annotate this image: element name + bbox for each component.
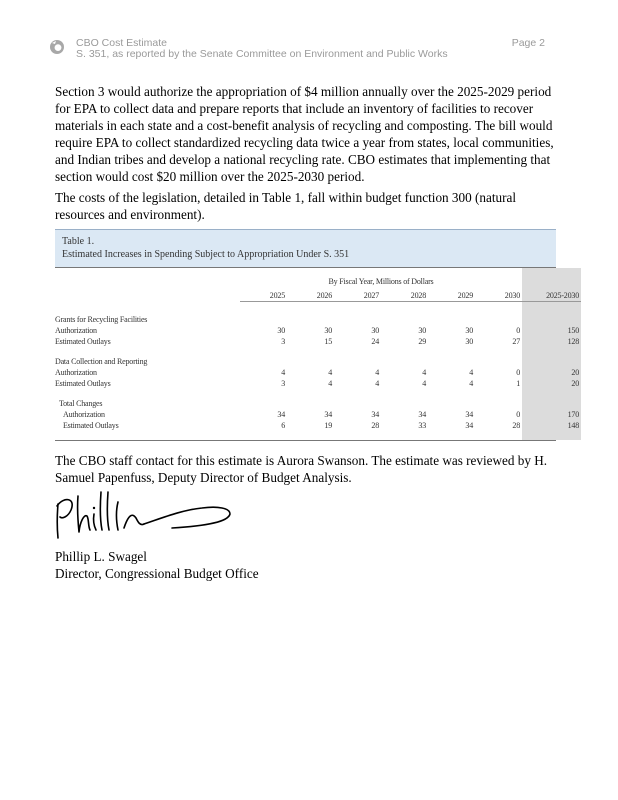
year-header: 2028 [381,290,428,302]
paragraph-section-3: Section 3 would authorize the appropriation of $4 million annually over the 2025-2029 period for EPA to collect data and prepare reports that include an inventory of facilities to recover materials in each state and a cost-benefit analysis of recycling and composting. The bill would require EPA to collect standardized recycling data twice a year from states, local communities, and Indian tribes and develop a national recycling rate. CBO estimates that implementing that section would cost $20 million over the 2025-2030 period. [55,84,554,184]
signatory-name: Phillip L. Swagel [55,549,147,564]
section-heading: Grants for Recycling Facilities [55,315,148,324]
year-header: 2027 [334,290,381,302]
section-heading-row [55,314,581,325]
year-header: 2030 [475,290,522,302]
total-year-header: 2025-2030 [522,290,581,302]
year-header: 2029 [428,290,475,302]
cost-table [55,229,579,441]
page-header [0,0,618,70]
year-header-row [55,290,581,302]
table-header [55,229,556,267]
section-heading-row [55,356,581,367]
table-label: Table 1. [62,236,95,247]
section-heading-row [55,398,581,409]
director-signature [52,488,234,544]
table-row: Authorization 4 4 4 4 4 0 20 [55,368,579,377]
table-grid [55,268,581,440]
year-header: 2025 [240,290,287,302]
table-title: Estimated Increases in Spending Subject to Appropriation Under S. 351 [62,248,350,260]
year-header: 2026 [287,290,334,302]
paragraph-staff-contact: The CBO staff contact for this estimate is Aurora Swanson. The estimate was reviewed by H. Samuel Papenfuss, Deputy Director of Budget Analysis. [55,453,548,485]
span-title-row [55,276,581,287]
header-bill-line: S. 351, as reported by the Senate Committee on Environment and Public Works [76,48,448,60]
table-row: Authorization 30 30 30 30 30 0 150 [55,326,579,335]
span-title: By Fiscal Year, Millions of Dollars [328,277,434,286]
table-row: Estimated Outlays 6 19 28 33 34 28 148 [63,421,579,430]
page-number: Page 2 [511,37,545,49]
section-heading: Total Changes [59,399,103,408]
cbo-logo-icon [50,40,64,54]
section-heading: Data Collection and Reporting [55,357,148,366]
table-row: Estimated Outlays 3 4 4 4 4 1 20 [55,379,579,388]
table-row: Authorization 34 34 34 34 34 0 170 [63,410,579,419]
header-org-title: CBO Cost Estimate [76,37,168,49]
table-row: Estimated Outlays 3 15 24 29 30 27 128 [55,337,579,346]
signatory-title: Director, Congressional Budget Office [55,566,259,581]
paragraph-budget-function: The costs of the legislation, detailed in Table 1, fall within budget function 300 (natural resources and environment). [55,190,517,222]
